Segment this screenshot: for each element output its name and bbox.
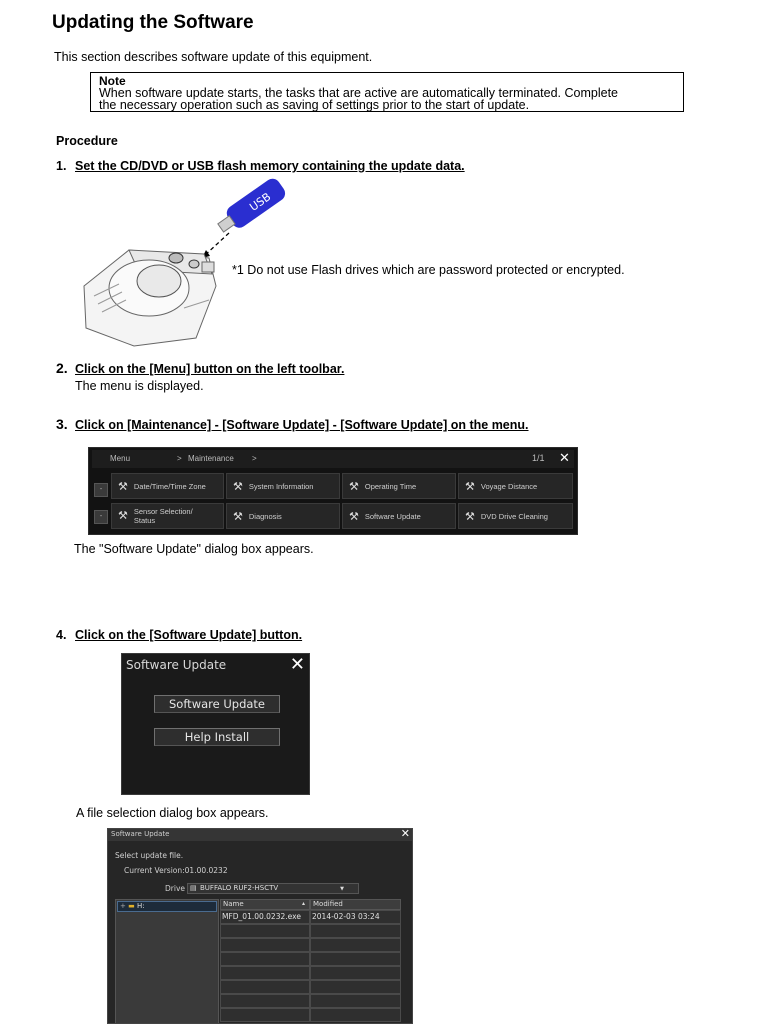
menu-breadcrumb-bar — [92, 450, 574, 468]
usb-label: USB — [247, 190, 274, 214]
tools-icon: ⚒ — [118, 509, 128, 522]
column-header-name[interactable]: Name ▴ — [220, 899, 310, 910]
step-instruction: Set the CD/DVD or USB flash memory containing the update data. — [75, 159, 465, 173]
empty-row-cell — [310, 938, 401, 952]
software-update-button[interactable]: Software Update — [154, 695, 280, 713]
usb-footnote: *1 Do not use Flash drives which are password protected or encrypted. — [232, 263, 625, 277]
tools-icon: ⚒ — [465, 480, 475, 493]
tree-item-drive-h[interactable] — [117, 901, 217, 912]
menu-item-dvd-drive-cleaning[interactable]: ⚒ DVD Drive Cleaning — [458, 503, 573, 529]
step-instruction: Click on [Maintenance] - [Software Update] - [Software Update] on the menu. — [75, 418, 529, 432]
tools-icon: ⚒ — [349, 480, 359, 493]
step-number: 2. — [56, 360, 68, 376]
note-box — [90, 72, 684, 112]
dialog-title: Software Update — [126, 658, 227, 672]
menu-item-voyage-distance[interactable]: ⚒ Voyage Distance — [458, 473, 573, 499]
close-icon[interactable]: ✕ — [400, 828, 410, 840]
step-1 — [56, 159, 465, 173]
empty-row-cell — [220, 994, 310, 1008]
menu-item-operating-time[interactable]: ⚒ Operating Time — [342, 473, 456, 499]
tools-icon: ⚒ — [465, 510, 475, 523]
dialog-title: Software Update — [111, 830, 170, 838]
usb-stick-icon — [214, 178, 288, 238]
empty-row-cell — [220, 1008, 310, 1022]
drive-label: Drive — [165, 884, 185, 893]
empty-row-cell — [310, 952, 401, 966]
column-header-modified[interactable]: Modified — [310, 899, 401, 910]
select-file-prompt: Select update file. — [115, 851, 184, 860]
step-instruction: Click on the [Software Update] button. — [75, 628, 303, 642]
step-instruction: Click on the [Menu] button on the left toolbar. — [75, 362, 345, 376]
empty-row-cell — [310, 994, 401, 1008]
empty-row-cell — [310, 924, 401, 938]
current-version: Current Version:01.00.0232 — [124, 866, 228, 875]
step-4-result: A file selection dialog box appears. — [76, 806, 269, 820]
menu-item-diagnosis[interactable]: ⚒ Diagnosis — [226, 503, 340, 529]
empty-row-cell — [220, 966, 310, 980]
step-2-result: The menu is displayed. — [75, 379, 204, 393]
breadcrumb-separator: > — [177, 454, 182, 463]
step-number: 1. — [56, 159, 67, 173]
tools-icon: ⚒ — [233, 510, 243, 523]
step-3 — [56, 416, 529, 432]
drive-select[interactable] — [187, 883, 359, 894]
step-number: 4. — [56, 628, 67, 642]
breadcrumb-menu[interactable]: Menu — [110, 454, 131, 463]
page-indicator: 1/1 — [532, 453, 545, 463]
file-row-modified[interactable]: 2014-02-03 03:24 — [310, 910, 401, 924]
step-3-result: The "Software Update" dialog box appears. — [74, 542, 314, 556]
breadcrumb-separator: > — [252, 454, 257, 463]
tools-icon: ⚒ — [349, 510, 359, 523]
file-selection-dialog — [107, 828, 413, 1024]
note-line-2: the necessary operation such as saving of settings prior to the start of update. — [99, 98, 530, 112]
note-heading: Note — [99, 74, 126, 88]
collapse-button[interactable]: - — [94, 510, 108, 524]
menu-item-date-time[interactable]: ⚒ Date/Time/Time Zone — [111, 473, 224, 499]
close-icon[interactable]: ✕ — [289, 654, 305, 675]
sort-arrow-icon: ▴ — [301, 900, 305, 907]
step-4 — [56, 628, 302, 642]
dialog-titlebar — [108, 829, 412, 841]
empty-row-cell — [220, 938, 310, 952]
intro-text: This section describes software update of this equipment. — [54, 50, 373, 64]
empty-row-cell — [310, 966, 401, 980]
close-icon[interactable]: ✕ — [559, 450, 570, 465]
folder-icon: ▬ — [128, 902, 135, 910]
help-install-button[interactable]: Help Install — [154, 728, 280, 746]
menu-item-software-update[interactable]: ⚒ Software Update — [342, 503, 456, 529]
tools-icon: ⚒ — [233, 480, 243, 493]
menu-item-sensor-selection[interactable]: ⚒ Sensor Selection/ Status — [111, 503, 224, 529]
menu-item-system-information[interactable]: ⚒ System Information — [226, 473, 340, 499]
file-list-table — [220, 899, 401, 1024]
empty-row-cell — [220, 952, 310, 966]
folder-tree[interactable] — [115, 899, 219, 1024]
expand-icon: + — [120, 902, 126, 910]
empty-row-cell — [220, 980, 310, 994]
breadcrumb-maintenance[interactable]: Maintenance — [188, 454, 234, 463]
insert-arrow — [204, 233, 229, 256]
software-update-dialog — [121, 653, 310, 795]
procedure-heading: Procedure — [56, 134, 118, 148]
note-line-1: When software update starts, the tasks that are active are automatically terminated. Complete — [99, 86, 619, 100]
tools-icon: ⚒ — [118, 480, 128, 493]
step-number: 3. — [56, 416, 68, 432]
empty-row-cell — [310, 1008, 401, 1022]
collapse-button[interactable]: - — [94, 483, 108, 497]
maintenance-menu-panel — [88, 447, 578, 535]
drive-value: BUFFALO RUF2-HSCTV — [200, 884, 279, 892]
file-row-name[interactable]: MFD_01.00.0232.exe — [220, 910, 310, 924]
drive-icon: ▤ — [190, 884, 197, 892]
empty-row-cell — [220, 924, 310, 938]
page-title: Updating the Software — [52, 12, 254, 33]
tree-item-label: H: — [136, 902, 145, 910]
step-2 — [56, 360, 344, 376]
empty-row-cell — [310, 980, 401, 994]
chevron-down-icon: ▼ — [340, 886, 344, 892]
trackball-unit-icon — [84, 250, 216, 346]
